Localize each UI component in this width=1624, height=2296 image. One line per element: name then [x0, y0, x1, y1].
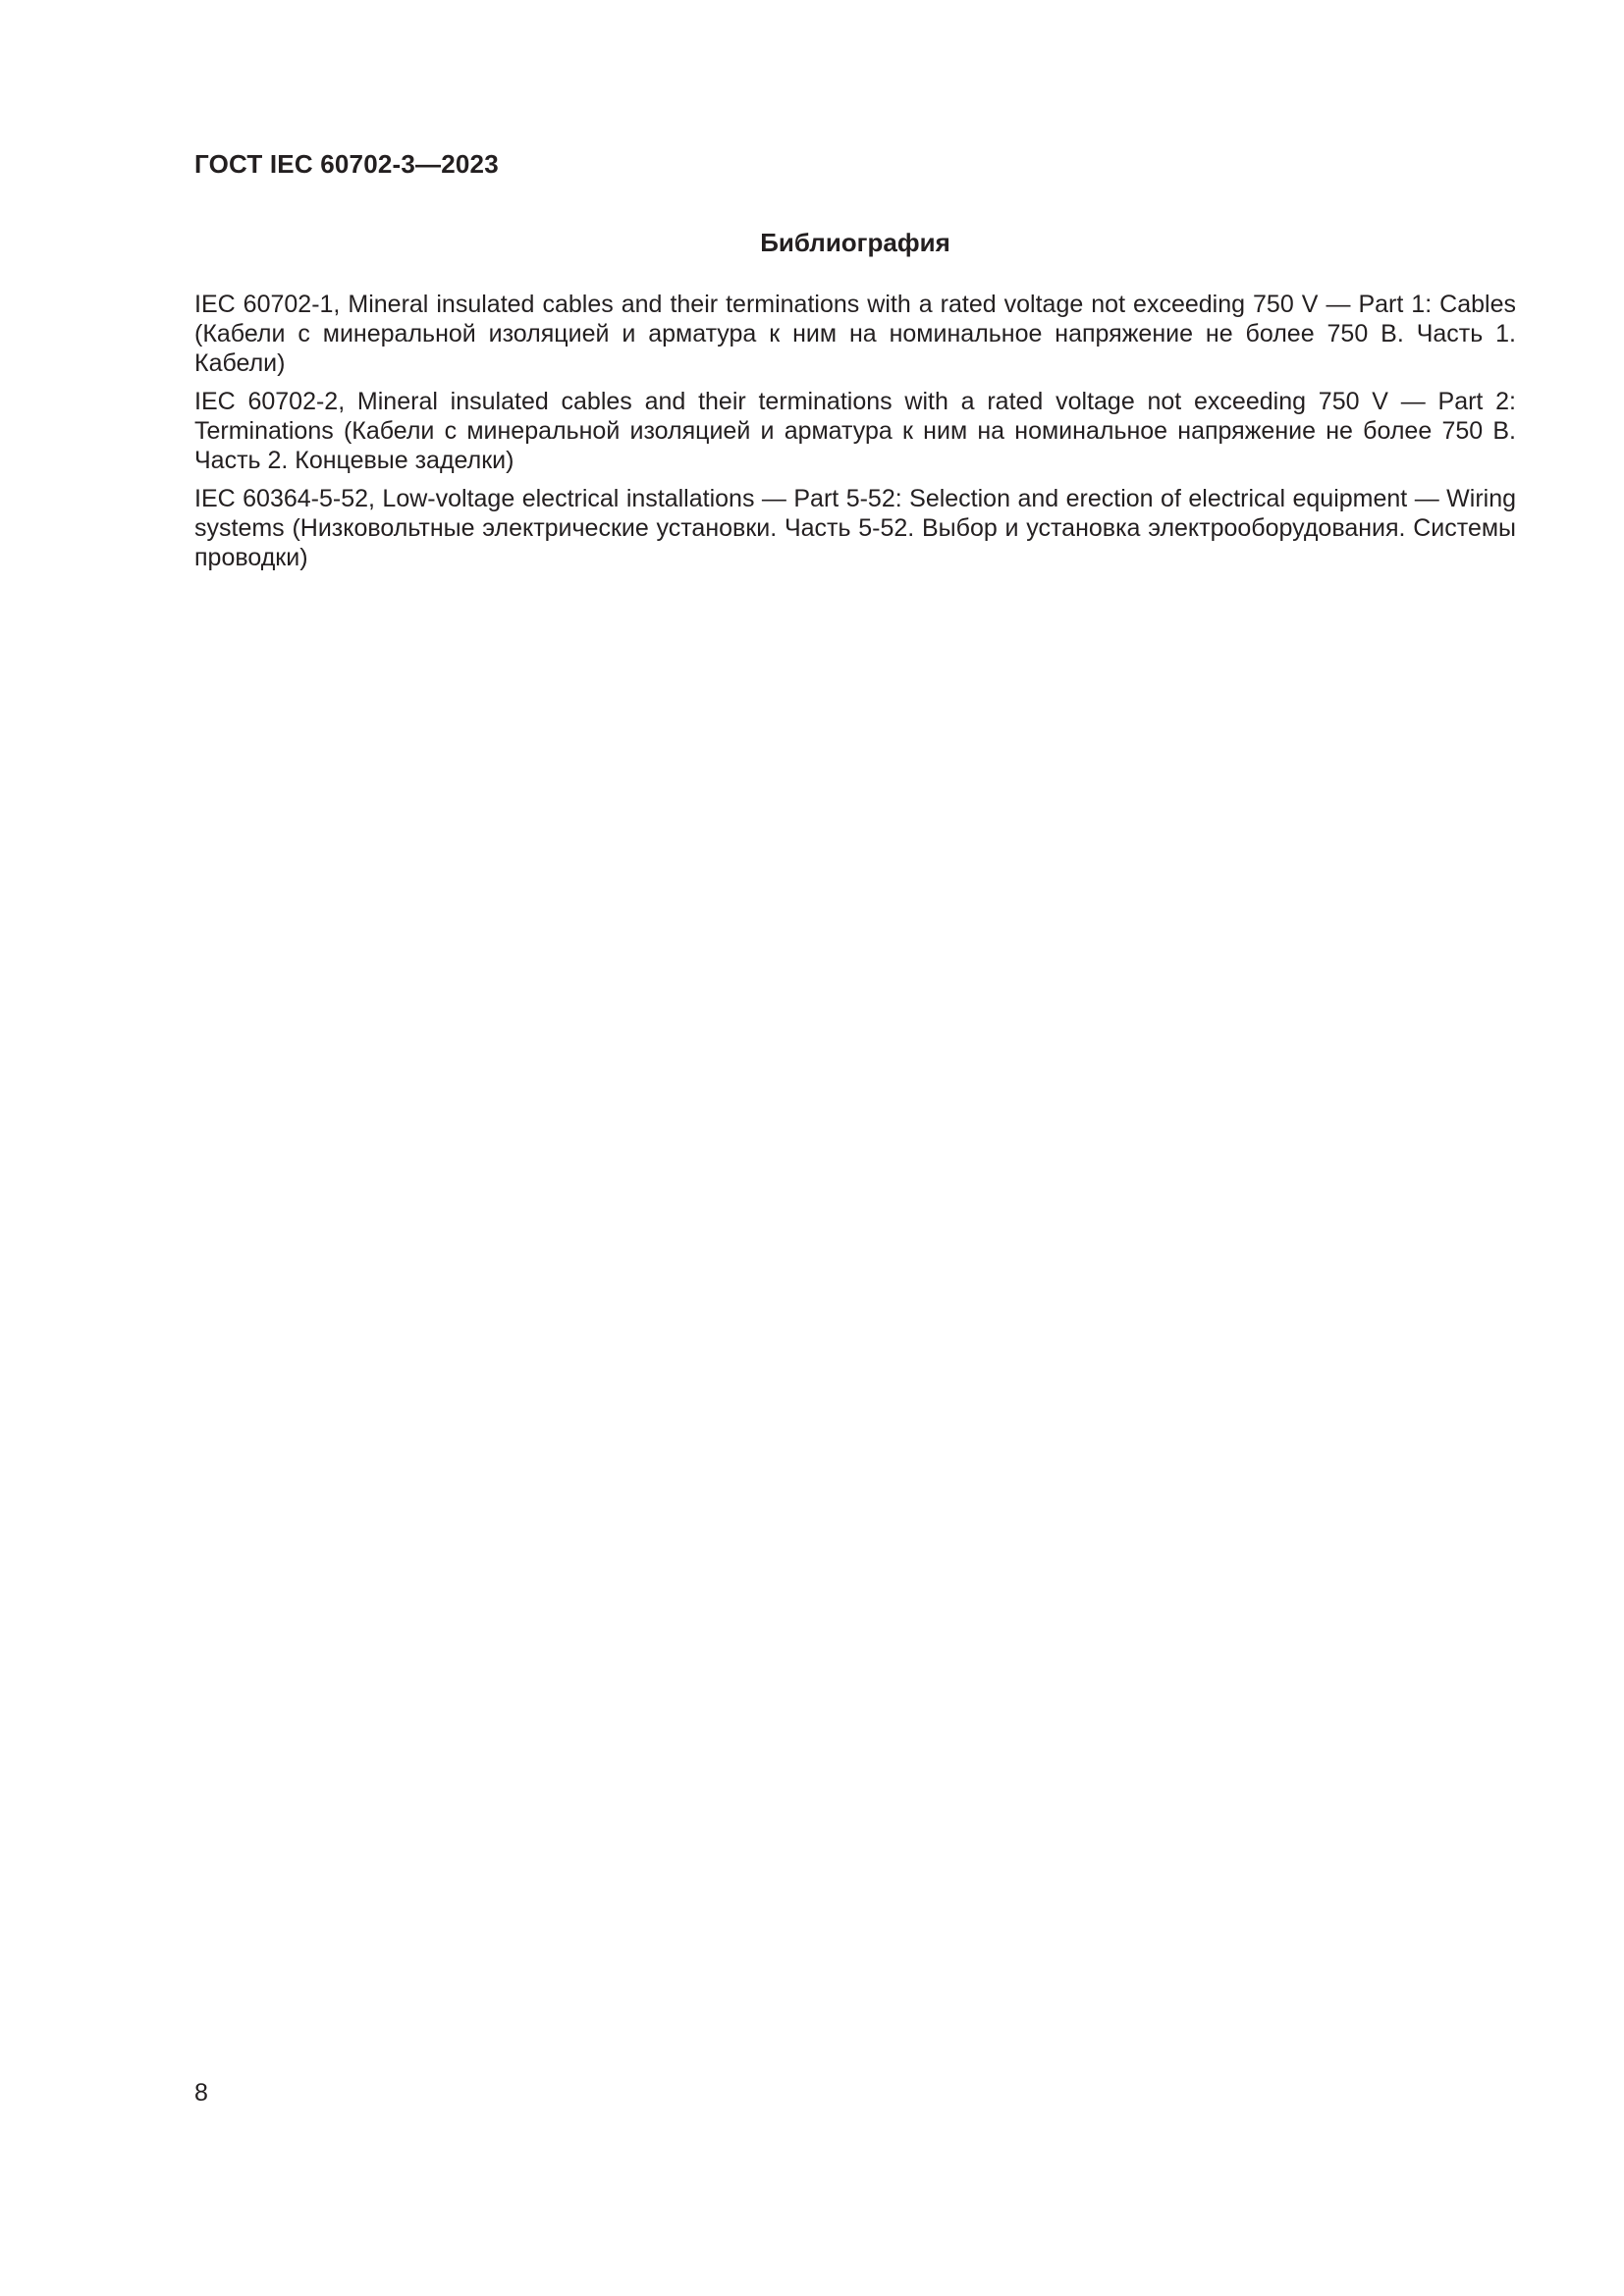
- section-title: Библиография: [760, 228, 950, 257]
- bibliography-entry: IEC 60702-1, Mineral insulated cables and their terminations with a rated voltage not exceeding 750 V — Part 1: Cables (Кабели с минеральной изоляцией и арматура к ним на номинальное напряжение не более 750 В. Часть 1. Кабели): [194, 291, 1516, 377]
- page-number: 8: [194, 2079, 208, 2107]
- bibliography-list: [194, 290, 1516, 581]
- document-header: ГОСТ IEC 60702-3—2023: [194, 149, 499, 179]
- bibliography-entry: IEC 60364-5-52, Low-voltage electrical installations — Part 5-52: Selection and erection of electrical equipment — Wiring systems (Низковольтные электрические установки. Часть 5-52. Выбор и установка электрооборудования. Системы проводки): [194, 485, 1516, 571]
- bibliography-entry: IEC 60702-2, Mineral insulated cables and their terminations with a rated voltage not exceeding 750 V — Part 2: Terminations (Кабели с минеральной изоляцией и арматура к ним на номинальное напряжение не более 750 В. Часть 2. Концевые заделки): [194, 388, 1516, 474]
